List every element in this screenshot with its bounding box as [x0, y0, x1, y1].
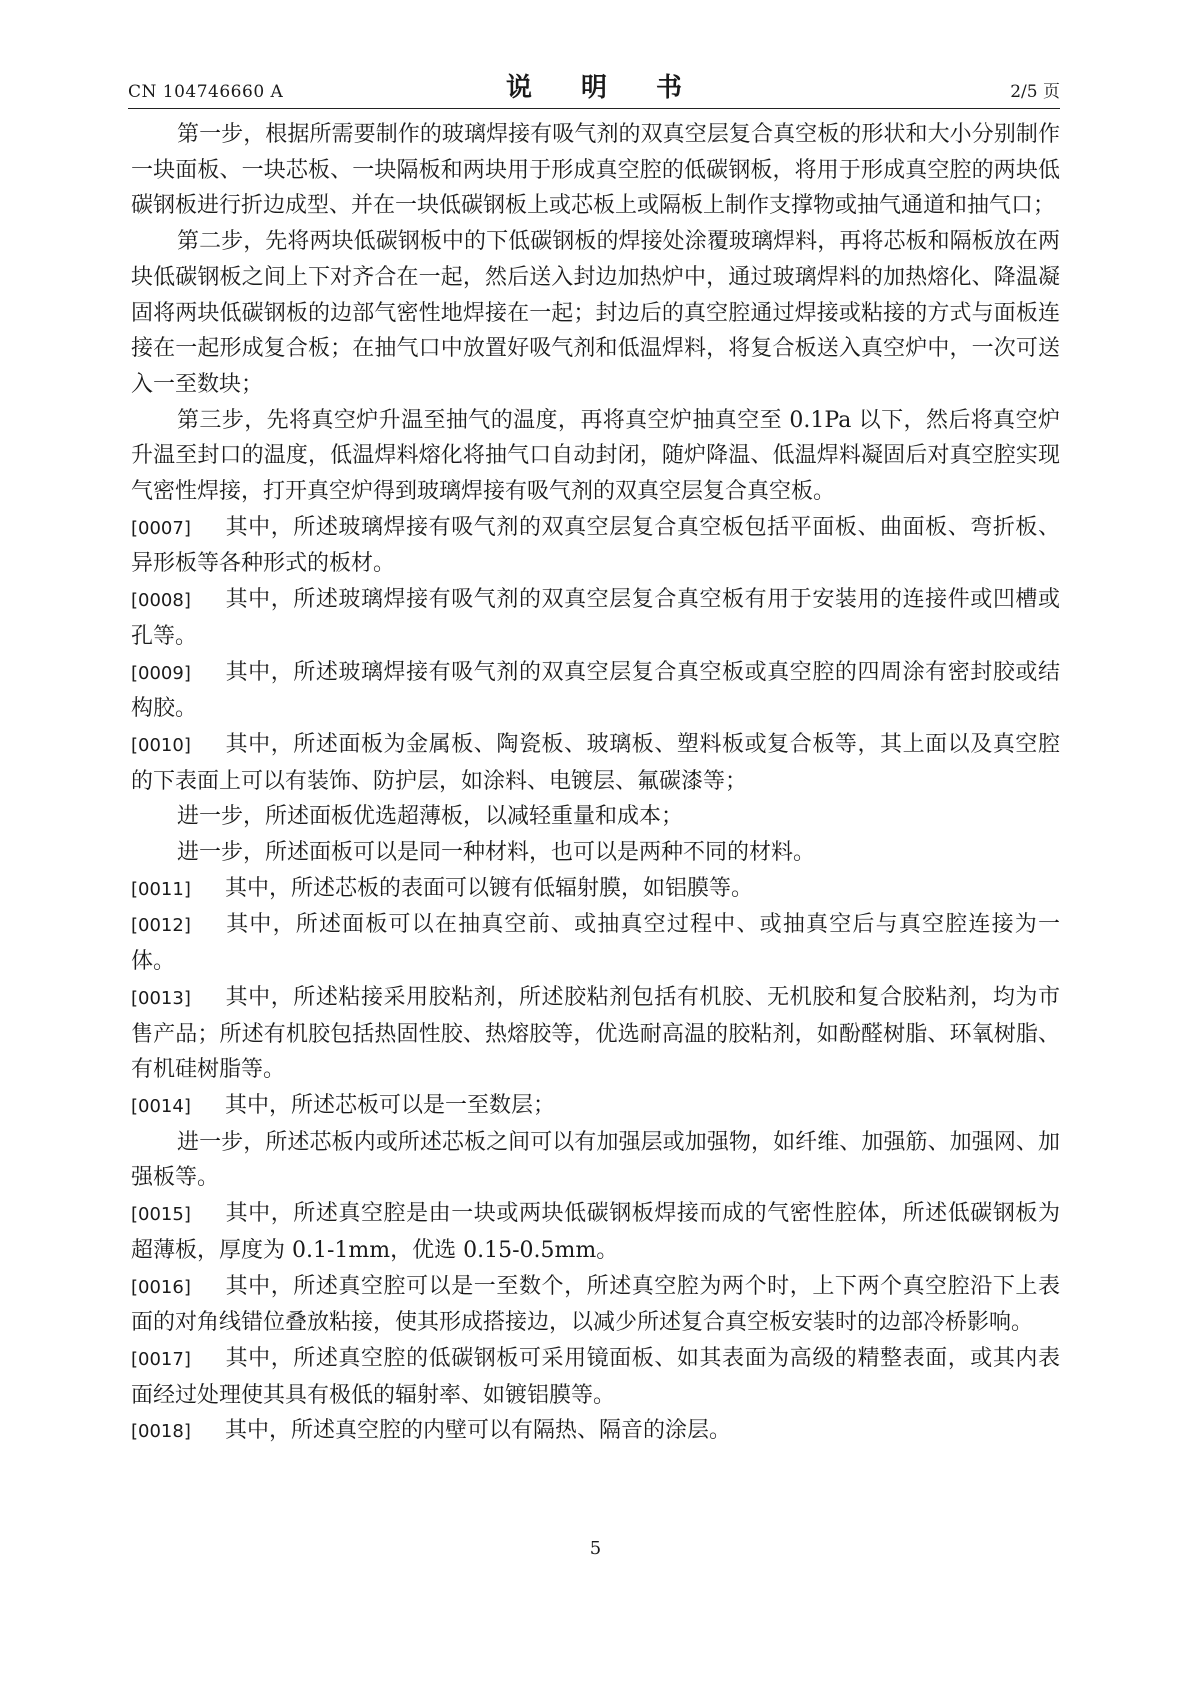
- paragraph-text: 其中，所述真空腔的内壁可以有隔热、隔音的涂层。: [225, 1418, 732, 1444]
- paragraph: [131, 403, 1060, 510]
- paragraph-text: 其中，所述芯板的表面可以镀有低辐射膜，如铝膜等。: [225, 875, 754, 901]
- paragraph: [131, 1125, 1060, 1196]
- numbered-paragraph: [131, 871, 1060, 908]
- paragraph-text: 其中，所述玻璃焊接有吸气剂的双真空层复合真空板有用于安装用的连接件或凹槽或孔等。: [131, 587, 1060, 649]
- paragraph: [131, 835, 1060, 871]
- paragraph-text: 其中，所述真空腔的低碳钢板可采用镜面板、如其表面为高级的精整表面，或其内表面经过处理使其具有极低的辐射率、如镀铝膜等。: [131, 1345, 1060, 1408]
- page-header: [128, 66, 1060, 109]
- numbered-paragraph: [131, 980, 1060, 1088]
- numbered-paragraph: [131, 1269, 1060, 1341]
- paragraph-text: 第三步，先将真空炉升温至抽气的温度，再将真空炉抽真空至 0.1Pa 以下，然后将真空炉升温至封口的温度，低温焊料熔化将抽气口自动封闭，随炉降温、低温焊料凝固后对真空腔实现气密性焊接，打开真空炉得到玻璃焊接有吸气剂的双真空层复合真空板。: [131, 407, 1060, 505]
- numbered-paragraph: [131, 727, 1060, 799]
- page-title: 说 明 书: [505, 73, 703, 103]
- doc-number: CN 104746660 A: [128, 82, 284, 102]
- paragraph-number: [0010]: [131, 734, 191, 756]
- page-indicator: 2/5 页: [1010, 82, 1060, 102]
- paragraph-number: [0014]: [131, 1095, 191, 1117]
- paragraph-number: [0016]: [131, 1276, 191, 1298]
- document-body: [131, 117, 1060, 1450]
- paragraph-text: 第二步，先将两块低碳钢板中的下低碳钢板的焊接处涂覆玻璃焊料，再将芯板和隔板放在两块低碳钢板之间上下对齐合在一起，然后送入封边加热炉中，通过玻璃焊料的加热熔化、降温凝固将两块低碳钢板的边部气密性地焊接在一起；封边后的真空腔通过焊接或粘接的方式与面板连接在一起形成复合板；在抽气口中放置好吸气剂和低温焊料，将复合板送入真空炉中，一次可送入一至数块；: [131, 229, 1060, 397]
- numbered-paragraph: [131, 1413, 1060, 1450]
- numbered-paragraph: [131, 1088, 1060, 1125]
- paragraph-text: 进一步，所述面板可以是同一种材料，也可以是两种不同的材料。: [177, 840, 816, 866]
- paragraph-number: [0008]: [131, 590, 191, 612]
- paragraph-number: [0017]: [131, 1348, 191, 1370]
- numbered-paragraph: [131, 510, 1060, 582]
- page-number: 5: [589, 1538, 602, 1559]
- paragraph-text: 其中，所述玻璃焊接有吸气剂的双真空层复合真空板包括平面板、曲面板、弯折板、异形板等各种形式的板材。: [131, 514, 1060, 577]
- paragraph: [131, 117, 1060, 224]
- paragraph-text: 其中，所述玻璃焊接有吸气剂的双真空层复合真空板或真空腔的四周涂有密封胶或结构胶。: [131, 659, 1060, 722]
- numbered-paragraph: [131, 1341, 1060, 1413]
- numbered-paragraph: [131, 582, 1060, 654]
- paragraph-text: 第一步，根据所需要制作的玻璃焊接有吸气剂的双真空层复合真空板的形状和大小分别制作一块面板、一块芯板、一块隔板和两块用于形成真空腔的低碳钢板，将用于形成真空腔的两块低碳钢板进行折边成型、并在一块低碳钢板上或芯板上或隔板上制作支撑物或抽气通道和抽气口；: [131, 122, 1060, 219]
- paragraph: [131, 799, 1060, 835]
- paragraph-text: 其中，所述芯板可以是一至数层；: [225, 1092, 556, 1118]
- paragraph-text: 进一步，所述芯板内或所述芯板之间可以有加强层或加强物，如纤维、加强筋、加强网、加强板等。: [131, 1129, 1060, 1191]
- paragraph-text: 进一步，所述面板优选超薄板，以减轻重量和成本；: [177, 804, 684, 830]
- numbered-paragraph: [131, 907, 1060, 979]
- paragraph-number: [0015]: [131, 1204, 191, 1226]
- numbered-paragraph: [131, 655, 1060, 727]
- paragraph-number: [0012]: [131, 915, 191, 937]
- paragraph-number: [0018]: [131, 1421, 191, 1443]
- paragraph-text: 其中，所述面板可以在抽真空前、或抽真空过程中、或抽真空后与真空腔连接为一体。: [131, 912, 1060, 975]
- paragraph-text: 其中，所述真空腔可以是一至数个，所述真空腔为两个时，上下两个真空腔沿下上表面的对角线错位叠放粘接，使其形成搭接边，以减少所述复合真空板安装时的边部冷桥影响。: [131, 1273, 1060, 1336]
- paragraph-number: [0009]: [131, 662, 191, 684]
- paragraph-text: 其中，所述粘接采用胶粘剂，所述胶粘剂包括有机胶、无机胶和复合胶粘剂，均为市售产品；所述有机胶包括热固性胶、热熔胶等，优选耐高温的胶粘剂，如酚醛树脂、环氧树脂、有机硅树脂等。: [131, 984, 1060, 1083]
- paragraph-text: 其中，所述面板为金属板、陶瓷板、玻璃板、塑料板或复合板等，其上面以及真空腔的下表面上可以有装饰、防护层，如涂料、电镀层、氟碳漆等；: [131, 731, 1060, 794]
- paragraph-number: [0007]: [131, 517, 191, 539]
- paragraph-number: [0011]: [131, 878, 191, 900]
- numbered-paragraph: [131, 1196, 1060, 1268]
- paragraph-text: 其中，所述真空腔是由一块或两块低碳钢板焊接而成的气密性腔体，所述低碳钢板为超薄板，厚度为 0.1-1mm，优选 0.15-0.5mm。: [131, 1201, 1060, 1263]
- paragraph: [131, 224, 1060, 403]
- paragraph-number: [0013]: [131, 987, 191, 1009]
